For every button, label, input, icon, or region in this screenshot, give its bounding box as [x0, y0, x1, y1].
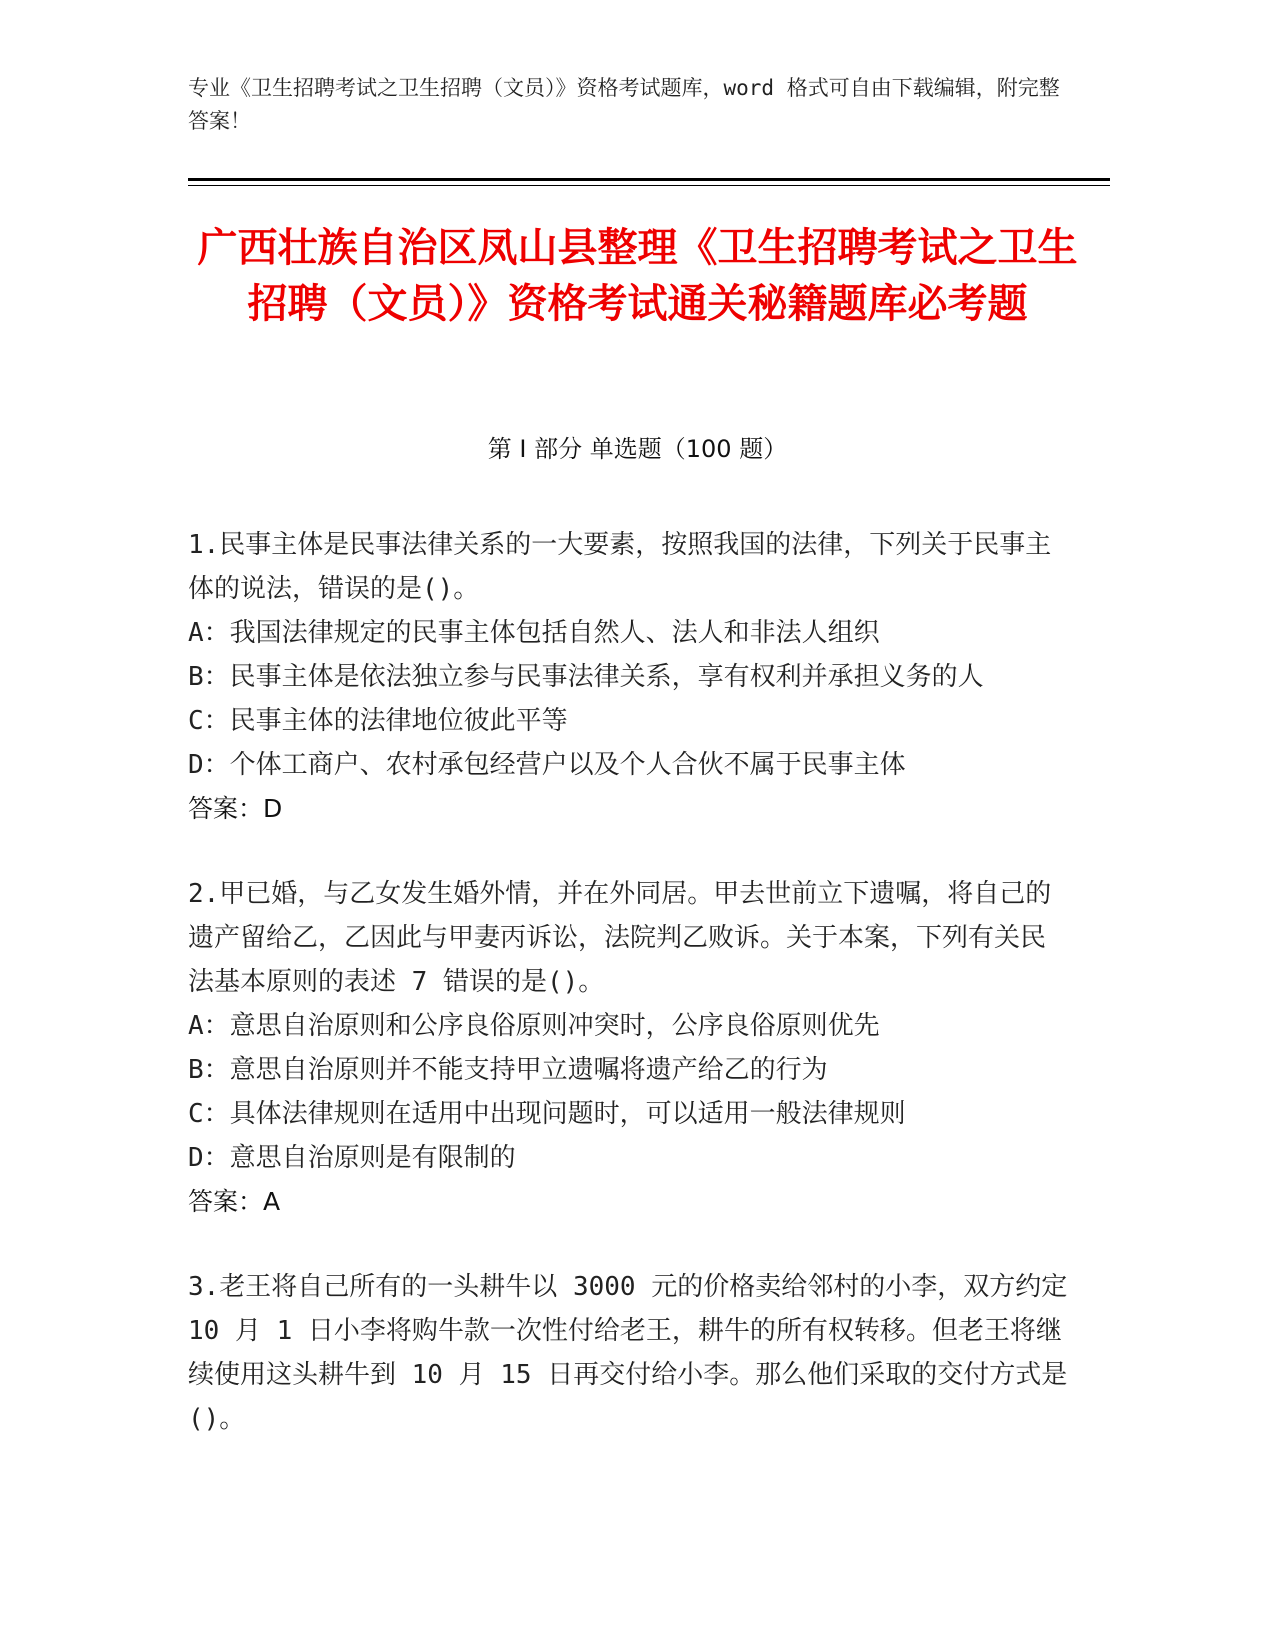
question-2 [188, 872, 1068, 1224]
option-d: D：个体工商户、农村承包经营户以及个人合伙不属于民事主体 [188, 750, 906, 780]
answer-line: 答案：A [188, 1187, 281, 1216]
question-stem: 3.老王将自己所有的一头耕牛以 3000 元的价格卖给邻村的小李，双方约定 10 月 1 日小李将购牛款一次性付给老王，耕牛的所有权转移。但老王将继续使用这头耕牛到 10 月 15 日再交付给小李。那么他们采取的交付方式是()。 [188, 1272, 1068, 1434]
option-b: B：民事主体是依法独立参与民事法律关系，享有权利并承担义务的人 [188, 662, 984, 692]
question-3 [188, 1265, 1068, 1441]
option-c: C：民事主体的法律地位彼此平等 [188, 706, 568, 736]
option-b: B：意思自治原则并不能支持甲立遗嘱将遗产给乙的行为 [188, 1055, 828, 1085]
document-title: 广西壮族自治区凤山县整理《卫生招聘考试之卫生招聘（文员）》资格考试通关秘籍题库必考题 [197, 225, 1078, 327]
header-note: 专业《卫生招聘考试之卫生招聘（文员）》资格考试题库，word 格式可自由下载编辑，附完整答案！ [188, 76, 1060, 133]
header-divider-thick [188, 178, 1110, 181]
question-list [188, 523, 1068, 1482]
option-a: A：意思自治原则和公序良俗原则冲突时，公序良俗原则优先 [188, 1011, 880, 1041]
option-a: A：我国法律规定的民事主体包括自然人、法人和非法人组织 [188, 618, 880, 648]
section-heading: 第 I 部分 单选题（100 题） [487, 435, 788, 463]
question-1 [188, 523, 1068, 831]
header-divider-thin [188, 185, 1110, 186]
question-stem: 1.民事主体是民事法律关系的一大要素，按照我国的法律，下列关于民事主体的说法，错误的是()。 [188, 530, 1052, 604]
answer-line: 答案：D [188, 794, 283, 823]
question-stem: 2.甲已婚，与乙女发生婚外情，并在外同居。甲去世前立下遗嘱，将自己的遗产留给乙，乙因此与甲妻丙诉讼，法院判乙败诉。关于本案，下列有关民法基本原则的表述 7 错误的是()。 [188, 879, 1052, 997]
option-d: D：意思自治原则是有限制的 [188, 1143, 516, 1173]
option-c: C：具体法律规则在适用中出现问题时，可以适用一般法律规则 [188, 1099, 906, 1129]
